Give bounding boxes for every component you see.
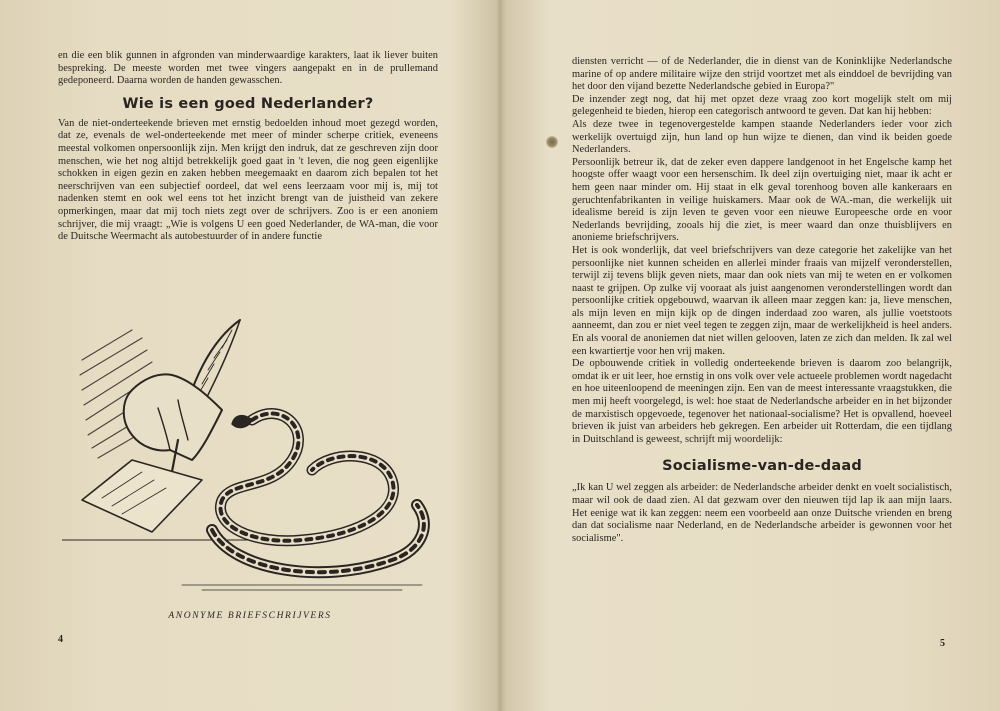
- right-paragraph-5: Het is ook wonderlijk, dat veel briefschrijvers van deze categorie het zakelijke van het persoonlijke niet kunnen scheiden en allerlei minder fraais van mijzelf veronderstellen, terwijl zij tevens blijk geven niets, maar dan ook niets van mij te weten en er volkomen naast te grijpen. Op zulke vij vooraat als juist aangenomen veronderstellingen wordt dan persoonlijke critiek opgebouwd, waarvan ik alleen maar zeggen kan: ja, lieve menschen, als mijn leven en mijn kijk op de dingen inderdaad zoo waren, als jullie voetstoots aanneemt, dan zou er niet veel tegen te zeggen zijn, maar de werkelijkheid is heel anders. En als vooral de anoniemen dat niet willen gelooven, laten ze zich dan melden. Ik zal wel een kwartiertje voor hen vrij maken.: [572, 244, 952, 357]
- left-page-number: 4: [58, 634, 63, 645]
- quill-pen-hand-snake-illustration: [62, 300, 442, 600]
- right-paragraph-4: Persoonlijk betreur ik, dat de zeker even dappere landgenoot in het Engelsche kamp het hoogste offer waagt voor een hersenschim. Ik deel zijn overtuiging niet, maar ik acht er hem geen naar minder om. Hij staat in elk geval torenhoog boven alle kankeraars en geruchtenfabrikanten in veilige huiskamers. Maar ook de WA.-man, die werkelijk uit idealisme bereid is zijn leven te geven voor een nieuwe Europeesche orde en voor Nederlands bevrijding, zooals hij die ziet, is meer waard dan onze thuisblijvers en anonieme briefschrijvers.: [572, 156, 952, 244]
- right-paragraph-6: De opbouwende critiek in volledig onderteekende brieven is daarom zoo belangrijk, omdat ik er uit leer, hoe ernstig in ons volk over vele actueele problemen wordt nagedacht en hoe uiteenloopend de meeningen zijn. Een van de meest interessante vraagstukken, die men mij heeft voorgelegd, is wel: hoe staat de Nederlandsche arbeider en in het bijzonder de marxistisch opgevoede, tegenover het nationaal-socialisme? Het is opvallend, hoeveel brieven ik juist van arbeiders heb gekregen. Een arbeider uit Rotterdam, die een tijdlang in Duitschland is geweest, schrijft mij woordelijk:: [572, 358, 952, 445]
- right-paragraph-1: diensten verricht — of de Nederlander, die in dienst van de Koninklijke Nederlandsche marine of op andere militaire wijze den strijd voortzet met als einddoel de bevrijding van het door den vijand bezette Nederlandsche gebied in Europa?": [572, 56, 952, 93]
- right-paragraph-3: Als deze twee in tegenovergestelde kampen staande Nederlanders ieder voor zich werkelijk overtuigd zijn, hun land op hun wijze te dienen, dan vind ik beiden goede Nederlanders.: [572, 118, 952, 156]
- left-heading: Wie is een goed Nederlander?: [122, 95, 374, 112]
- right-heading: Socialisme-van-de-daad: [662, 458, 862, 475]
- illustration-caption: ANONYME BRIEFSCHRIJVERS: [168, 611, 332, 621]
- right-paragraph-7: „Ik kan U wel zeggen als arbeider: de Nederlandsche arbeider denkt en voelt socialistisch, maar wil ook de daad zien. Al dat gezwam over den nieuwen tijd lap ik aan mijn laars. Het eenige wat ik kan zeggen: neem een voorbeeld aan onze Duitsche vrienden en breng dan dat socialisme naar Nederland, en de Nederlandsche arbeider is gewonnen voor het socialisme".: [572, 482, 952, 544]
- right-page: [500, 0, 1000, 711]
- left-paragraph-1: Van de niet-onderteekende brieven met ernstig bedoelden inhoud moet gezegd worden, dat ze, evenals de wel-onderteekende met meer of minder scherpe critiek, eveneens meestal volkomen onpersoonlijk zijn. Men krijgt den indruk, dat ze geschreven zijn door menschen, wie het nog altijd betrekkelijk goed gaat in 't leven, die nog geen eigenlijke schokken in eigen gezin en zaken hebben meegemaakt en daarom zich bepalen tot het neerschrijven van een subjectief oordeel, dat wel eens leerzaam voor mij is, mij tot nadenken stemt en ook wel eens tot het inzicht brengt van de juistheid van zekere opmerkingen, maar dat mij toch niets zegt over de schrijvers. Zoo is er een anoniem schrijver, die mij vraagt: „Wie is volgens U een goed Nederlander, de WA-man, die voor de Duitsche Weermacht als autobestuurder of in andere functie: [58, 117, 438, 243]
- right-paragraph-2: De inzender zegt nog, dat hij met opzet deze vraag zoo kort mogelijk stelt om mij gelegenheid te bieden, hierop een categorisch antwoord te geven. Dat kan hij hebben:: [572, 93, 952, 118]
- right-page-number: 5: [940, 638, 945, 649]
- left-intro-paragraph: en die een blik gunnen in afgronden van minderwaardige karakters, laat ik liever buiten bespreking. De meeste worden met twee vingers aangepakt en in de prullemand gedeponeerd. Daarna worden de handen gewasschen.: [58, 50, 438, 87]
